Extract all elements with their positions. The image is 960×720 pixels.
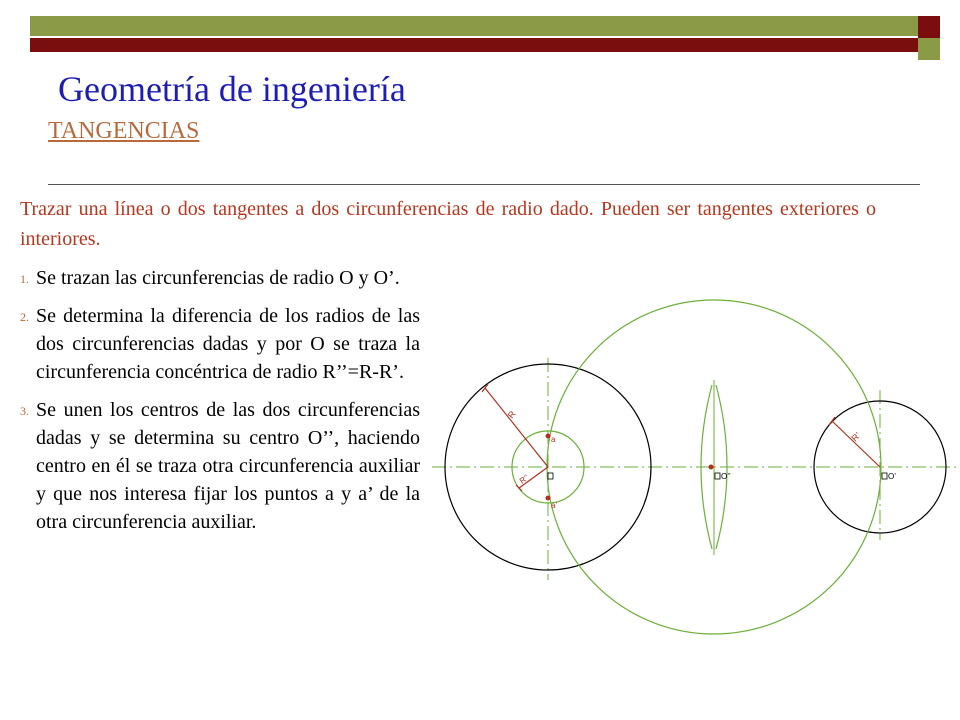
label-r-prime: R’ [849, 430, 863, 444]
label-r: R [505, 408, 518, 421]
point-o-double-prime [709, 465, 714, 470]
radius-r [485, 388, 548, 467]
section-subtitle: TANGENCIAS [48, 118, 200, 144]
corner-square-green [918, 38, 940, 60]
intro-text: Trazar una línea o dos tangentes a dos circunferencias de radio dado. Pueden ser tangentes exteriores o interiores. [20, 198, 876, 250]
label-o-double-prime: O’’ [721, 472, 731, 481]
center-o-marker [548, 473, 553, 479]
point-a-prime [546, 496, 551, 501]
label-r-double-prime: R’’ [517, 472, 531, 486]
label-a-prime: a’ [551, 501, 558, 510]
label-a: a [551, 435, 556, 444]
step-item [20, 302, 420, 386]
step-text: Se trazan las circunferencias de radio O y O’. [36, 267, 400, 289]
step-item [20, 264, 420, 292]
step-number: 3. [20, 404, 29, 418]
tangency-construction-diagram [430, 270, 960, 710]
step-text: Se unen los centros de las dos circunferencias dadas y se determina su centro O’’, haciendo centro en él se traza otra circunferencia auxiliar y que nos interesa fijar los puntos a y a’ de la otra circunferencia auxiliar. [36, 399, 420, 533]
label-o-prime: O’ [888, 472, 896, 481]
page-title: Geometría de ingeniería [58, 69, 406, 109]
step-item [20, 396, 420, 536]
center-o-double-prime-marker [715, 473, 720, 479]
corner-square-red [918, 16, 940, 38]
step-number: 1. [20, 272, 29, 286]
step-number: 2. [20, 310, 29, 324]
header-bar-bottom [30, 38, 918, 52]
center-o-prime-marker [882, 473, 887, 479]
point-a [546, 434, 551, 439]
divider-line [48, 184, 920, 185]
radius-r-prime [832, 421, 880, 467]
steps-list [20, 264, 420, 546]
header-bar-top [30, 16, 918, 36]
step-text: Se determina la diferencia de los radios de las dos circunferencias dadas y por O se traza la circunferencia concéntrica de radio R’’=R-R’. [36, 305, 420, 383]
